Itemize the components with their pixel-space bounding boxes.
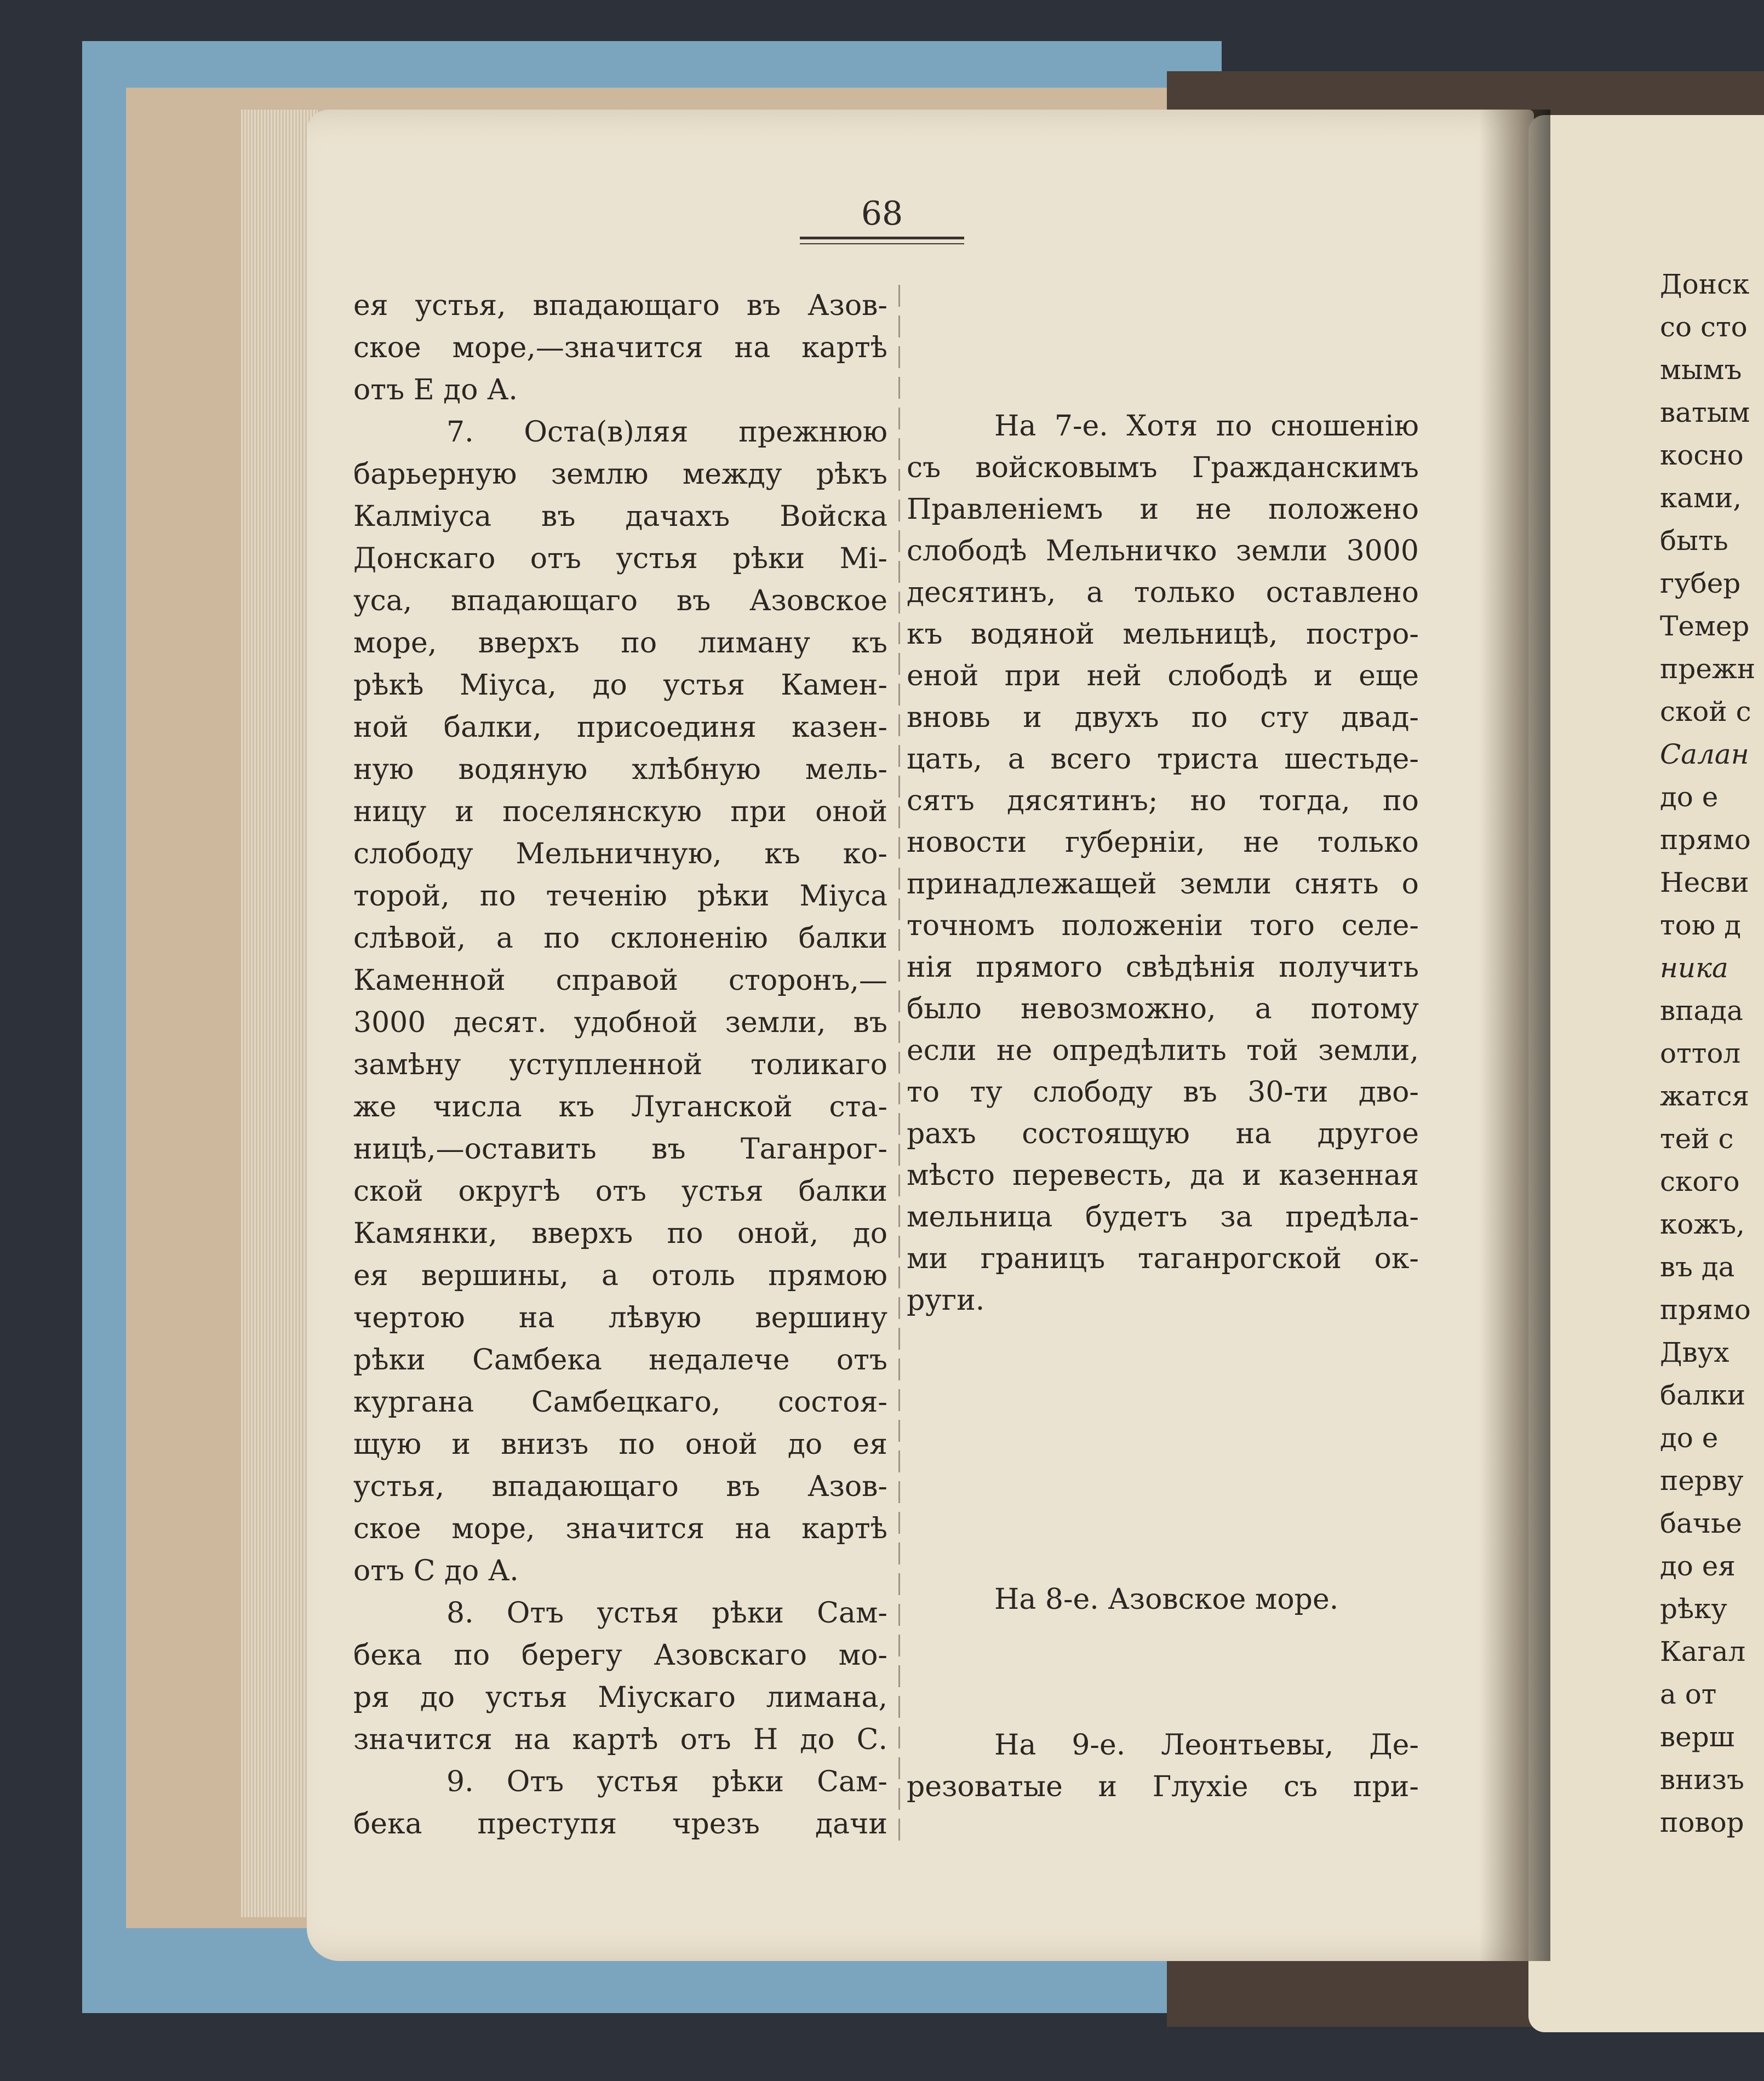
text-line: На 7-е. Хотя по сношенію <box>994 410 1419 443</box>
text-line: щую и внизъ по оной до ея <box>353 1428 887 1461</box>
text-line: точномъ положеніи того селе- <box>907 909 1419 942</box>
text-line: бачье <box>1660 1507 1742 1539</box>
text-line: уса, впадающаго въ Азовское <box>353 584 887 617</box>
column-divider <box>898 285 900 1846</box>
text-line: кургана Самбецкаго, состоя- <box>353 1386 887 1419</box>
text-line: балки <box>1660 1379 1746 1411</box>
text-line: Калміуса въ дачахъ Войска <box>353 500 887 533</box>
text-line: отъ С до А. <box>353 1555 519 1587</box>
text-line: въ да <box>1660 1251 1735 1283</box>
text-line: верш <box>1660 1721 1735 1753</box>
column-gap <box>907 1321 1419 1579</box>
text-line: ми границъ таганрогской ок- <box>907 1242 1419 1275</box>
text-line: было невозможно, а потому <box>907 993 1419 1025</box>
text-line: барьерную землю между рѣкъ <box>353 458 887 491</box>
text-line: новости губерніи, не только <box>907 826 1419 859</box>
text-line: ную водяную хлѣбную мель- <box>353 753 887 786</box>
text-line: ря до устья Міускаго лимана, <box>353 1681 887 1714</box>
left-column <box>353 285 887 1845</box>
text-line: Несви <box>1660 867 1749 898</box>
text-line: ника <box>1660 952 1728 984</box>
text-line: тою д <box>1660 909 1741 941</box>
text-line: торой, по теченію рѣки Міуса <box>353 880 887 913</box>
text-line: же числа къ Луганской ста- <box>353 1091 887 1123</box>
text-line: руги. <box>907 1284 985 1317</box>
text-line: Темер <box>1660 610 1750 642</box>
text-line: прямо <box>1660 1294 1751 1326</box>
text-line: рѣки Самбека недалече отъ <box>353 1344 887 1377</box>
text-line: чертою на лѣвую вершину <box>353 1302 887 1334</box>
text-line: рахъ состоящую на другое <box>907 1117 1419 1150</box>
text-line: рѣку <box>1660 1593 1727 1625</box>
text-line: десятинъ, а только оставлено <box>907 576 1419 609</box>
text-line: На 9-е. Леонтьевы, Де- <box>994 1729 1419 1762</box>
text-line: мельница будетъ за предѣла- <box>907 1201 1419 1234</box>
right-column <box>907 405 1419 1808</box>
text-line: устья, впадающаго въ Азов- <box>353 1470 887 1503</box>
text-line: еной при ней слободѣ и еще <box>907 660 1419 692</box>
text-line: внизъ <box>1660 1764 1744 1796</box>
book-gutter <box>1479 110 1550 1961</box>
text-line: 7. Оста(в)ляя прежнюю <box>446 416 887 449</box>
text-line: вновь и двухъ по сту двад- <box>907 701 1419 734</box>
text-line: нія прямого свѣдѣнія получить <box>907 951 1419 984</box>
text-line: На 8-е. Азовское море. <box>994 1583 1339 1616</box>
text-line: до е <box>1660 1422 1719 1454</box>
text-line: ской округѣ отъ устья балки <box>353 1175 887 1208</box>
text-line: губер <box>1660 567 1741 599</box>
text-line: море, вверхъ по лиману къ <box>353 627 887 660</box>
text-line: прямо <box>1660 824 1751 856</box>
text-line: рѣкѣ Міуса, до устья Камен- <box>353 669 887 702</box>
text-line: принадлежащей земли снять о <box>907 868 1419 901</box>
text-line: то ту слободу въ 30-ти дво- <box>907 1076 1419 1109</box>
text-line: сятъ дясятинъ; но тогда, по <box>907 784 1419 817</box>
text-line: 8. Отъ устья рѣки Сам- <box>446 1597 887 1630</box>
text-line: Донскаго отъ устья рѣки Мі- <box>353 542 887 575</box>
text-line: слободѣ Мельничко земли 3000 <box>907 535 1419 567</box>
text-line: до ея <box>1660 1550 1736 1582</box>
text-line: Камянки, вверхъ по оной, до <box>353 1217 887 1250</box>
text-line: повор <box>1660 1807 1744 1838</box>
text-line: бека преступя чрезъ дачи <box>353 1808 887 1841</box>
text-line: ея вершины, а отоль прямою <box>353 1259 887 1292</box>
text-line: къ водяной мельницѣ, постро- <box>907 618 1419 651</box>
page-edges <box>241 110 318 1917</box>
text-line: со сто <box>1660 311 1748 343</box>
text-line: жатся <box>1660 1080 1750 1112</box>
page-number: 68 <box>861 194 903 233</box>
text-line: ея устья, впадающаго въ Азов- <box>353 289 887 322</box>
text-line: ками, <box>1660 482 1742 514</box>
text-line: Правленіемъ и не положено <box>907 493 1419 526</box>
text-line: а от <box>1660 1678 1717 1710</box>
text-line: ское море, значится на картѣ <box>353 1512 887 1545</box>
text-line: отъ Е до А. <box>353 374 518 406</box>
text-line: если не опредѣлить той земли, <box>907 1034 1419 1067</box>
text-line: косно <box>1660 439 1744 471</box>
text-line: ницѣ,—оставить въ Таганрог- <box>353 1133 887 1166</box>
text-line: ское море,—значится на картѣ <box>353 331 887 364</box>
text-line: ной балки, присоединя казен- <box>353 711 887 744</box>
text-line: 3000 десят. удобной земли, въ <box>353 1006 887 1039</box>
text-line: мымъ <box>1660 354 1742 386</box>
facing-page-column <box>1660 263 1764 1844</box>
text-line: ватым <box>1660 397 1750 428</box>
text-line: перву <box>1660 1465 1744 1497</box>
text-line: Кагал <box>1660 1636 1746 1667</box>
text-line: Каменной справой сторонъ,— <box>353 964 887 997</box>
text-line: Салан <box>1660 738 1749 770</box>
text-line: Донск <box>1660 268 1750 300</box>
text-line: цать, а всего триста шестьде- <box>907 743 1419 776</box>
text-line: оттол <box>1660 1037 1741 1069</box>
text-line: тей с <box>1660 1123 1734 1155</box>
text-line: впада <box>1660 995 1743 1027</box>
header-rule <box>800 237 964 239</box>
text-line: замѣну уступленной толикаго <box>353 1048 887 1081</box>
text-line: бека по берегу Азовскаго мо- <box>353 1639 887 1672</box>
text-line: мѣсто перевесть, да и казенная <box>907 1159 1419 1192</box>
text-line: быть <box>1660 525 1728 557</box>
text-line: кожъ, <box>1660 1208 1745 1240</box>
text-line: Двух <box>1660 1337 1729 1368</box>
text-line: съ войсковымъ Гражданскимъ <box>907 451 1419 484</box>
text-line: ского <box>1660 1166 1740 1197</box>
header-rule-thin <box>800 243 964 244</box>
text-line: слѣвой, а по склоненію балки <box>353 922 887 955</box>
text-line: значится на картѣ отъ Н до С. <box>353 1723 887 1756</box>
text-line: слободу Мельничную, къ ко- <box>353 838 887 870</box>
text-line: прежн <box>1660 653 1756 685</box>
text-line: ской с <box>1660 696 1751 727</box>
text-line: резоватые и Глухіе съ при- <box>907 1770 1419 1803</box>
text-line: до е <box>1660 781 1719 813</box>
text-line: 9. Отъ устья рѣки Сам- <box>446 1765 887 1798</box>
text-line: ницу и поселянскую при оной <box>353 795 887 828</box>
column-gap <box>907 1620 1419 1724</box>
